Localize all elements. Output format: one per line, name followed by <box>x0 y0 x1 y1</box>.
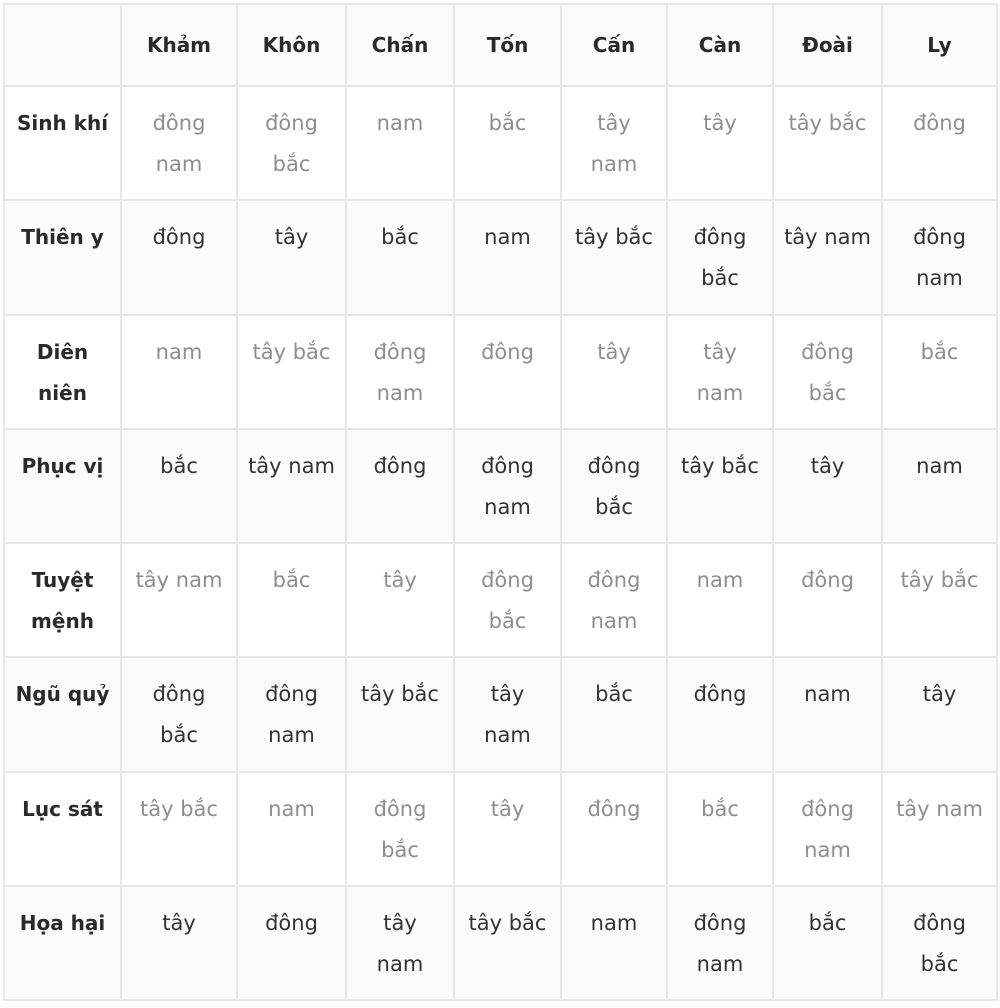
table-row-thien-y <box>4 200 997 314</box>
table-cell: tây nam <box>121 543 237 657</box>
table-cell: tây <box>346 543 454 657</box>
table-cell: bắc <box>237 543 346 657</box>
table-cell: nam <box>667 543 773 657</box>
table-cell: tây <box>561 315 667 429</box>
table-cell: bắc <box>882 315 997 429</box>
table-cell: tây <box>773 429 882 543</box>
table-cell: tây nam <box>882 772 997 886</box>
table-cell: bắc <box>121 429 237 543</box>
table-cell: tây bắc <box>237 315 346 429</box>
table-cell: tây nam <box>346 886 454 1000</box>
table-cell: đông nam <box>454 429 561 543</box>
table-cell: tây bắc <box>773 86 882 200</box>
row-header: Diên niên <box>4 315 121 429</box>
table-row-dien-nien <box>4 315 997 429</box>
table-cell: đông <box>121 200 237 314</box>
table-cell: đông bắc <box>346 772 454 886</box>
table-cell: tây bắc <box>561 200 667 314</box>
table-row-luc-sat <box>4 772 997 886</box>
corner-cell <box>4 4 121 86</box>
table-cell: tây bắc <box>346 657 454 771</box>
row-header: Sinh khí <box>4 86 121 200</box>
table-cell: tây <box>237 200 346 314</box>
table-cell: đông <box>667 657 773 771</box>
table-cell: đông nam <box>121 86 237 200</box>
table-cell: tây nam <box>237 429 346 543</box>
column-header-doai: Đoài <box>773 4 882 86</box>
table-cell: bắc <box>773 886 882 1000</box>
table-cell: đông nam <box>773 772 882 886</box>
column-header-can-mountain: Cấn <box>561 4 667 86</box>
table-cell: đông bắc <box>121 657 237 771</box>
table-cell: đông bắc <box>237 86 346 200</box>
table-cell: đông <box>773 543 882 657</box>
table-cell: bắc <box>454 86 561 200</box>
column-header-chan: Chấn <box>346 4 454 86</box>
table-cell: nam <box>121 315 237 429</box>
table-cell: nam <box>561 886 667 1000</box>
table-cell: tây <box>667 86 773 200</box>
table-cell: tây nam <box>561 86 667 200</box>
table-cell: đông <box>346 429 454 543</box>
table-cell: tây nam <box>667 315 773 429</box>
table-row-phuc-vi <box>4 429 997 543</box>
column-header-kham: Khảm <box>121 4 237 86</box>
table-cell: bắc <box>561 657 667 771</box>
table-cell: tây <box>121 886 237 1000</box>
table-cell: bắc <box>667 772 773 886</box>
column-header-can-heaven: Càn <box>667 4 773 86</box>
table-cell: tây bắc <box>121 772 237 886</box>
table-cell: tây <box>882 657 997 771</box>
table-row-hoa-hai <box>4 886 997 1000</box>
row-header: Họa hại <box>4 886 121 1000</box>
table-cell: đông <box>561 772 667 886</box>
table-cell: bắc <box>346 200 454 314</box>
direction-table <box>3 3 998 1001</box>
table-cell: đông nam <box>561 543 667 657</box>
column-header-khon: Khôn <box>237 4 346 86</box>
table-cell: đông bắc <box>454 543 561 657</box>
table-cell: nam <box>882 429 997 543</box>
table-cell: tây bắc <box>882 543 997 657</box>
table-cell: tây bắc <box>667 429 773 543</box>
table-cell: tây <box>454 772 561 886</box>
table-cell: đông bắc <box>773 315 882 429</box>
row-header: Tuyệt mệnh <box>4 543 121 657</box>
table-cell: nam <box>346 86 454 200</box>
column-header-ly: Ly <box>882 4 997 86</box>
table-cell: nam <box>454 200 561 314</box>
table-cell: tây bắc <box>454 886 561 1000</box>
table-row-ngu-quy <box>4 657 997 771</box>
table-cell: tây nam <box>773 200 882 314</box>
header-row <box>4 4 997 86</box>
table-cell: đông bắc <box>882 886 997 1000</box>
row-header: Ngũ quỷ <box>4 657 121 771</box>
table-cell: đông <box>882 86 997 200</box>
table-row-tuyet-menh <box>4 543 997 657</box>
table-cell: đông nam <box>882 200 997 314</box>
column-header-ton: Tốn <box>454 4 561 86</box>
row-header: Thiên y <box>4 200 121 314</box>
table-row-sinh-khi <box>4 86 997 200</box>
table-cell: nam <box>237 772 346 886</box>
table-cell: đông nam <box>237 657 346 771</box>
table-cell: đông <box>237 886 346 1000</box>
table-cell: nam <box>773 657 882 771</box>
row-header: Phục vị <box>4 429 121 543</box>
table-cell: tây nam <box>454 657 561 771</box>
row-header: Lục sát <box>4 772 121 886</box>
table-cell: đông <box>454 315 561 429</box>
table-cell: đông nam <box>346 315 454 429</box>
table-cell: đông bắc <box>561 429 667 543</box>
table-cell: đông nam <box>667 886 773 1000</box>
table-cell: đông bắc <box>667 200 773 314</box>
